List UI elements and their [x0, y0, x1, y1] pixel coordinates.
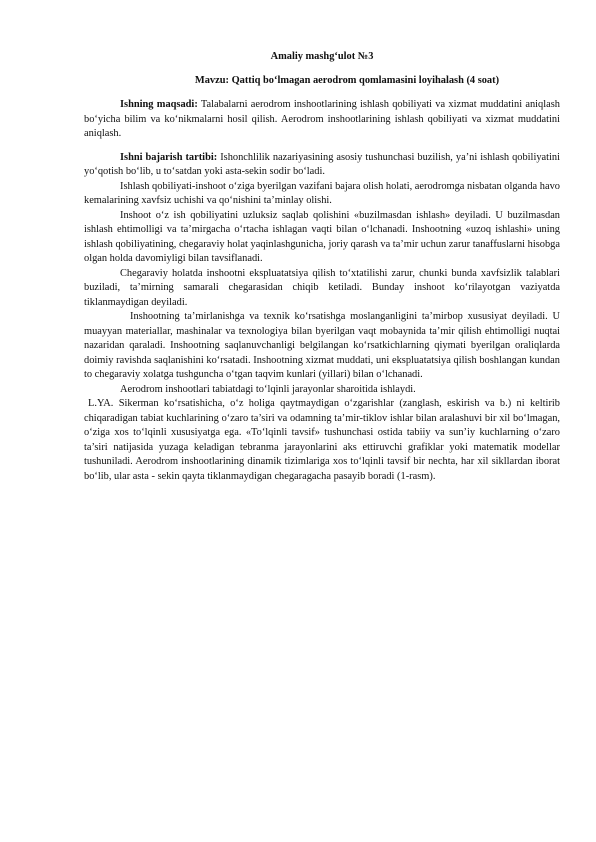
paragraph-text: Ishonchlilik nazariyasining asosiy tushunchasi buzilish, ya’ni ishlash qobiliyatini yo‘qotish bo‘lib, u to‘satdan yoki asta-sekin sodir bo‘ladi. [84, 151, 560, 177]
paragraph-text: Talabalarni aerodrom inshootlarining ishlash qobiliyati va xizmat muddatini aniqlash bo‘yicha bilim va ko‘nikmalarni hosil qilish. Aerodrom inshootlarining ishlash qobiliyati va xizmat muddatini aniqlash. [84, 99, 560, 139]
document-subtitle: Mavzu: Qattiq bo‘lmagan aerodrom qomlamasini loyihalash (4 soat) [194, 75, 500, 86]
paragraph-sikerman [84, 397, 560, 484]
paragraph-wave-conditions [84, 383, 560, 398]
paragraph-text: Inshoot o‘z ish qobiliyatini uzluksiz saqlab qolishini «buzilmasdan ishlash» deyiladi. U buzilmasdan ishlash ehtimolligi va ta’mirgacha o‘rtacha ishlagan vaqti bilan o‘lchanadi. Inshootning «uzoq ishlashi» uning ishlash qobiliyatining, chegaraviy holat yaqinlashgunicha, joriy qarash va ta’mir uchun zarur tanaffuslarni hisobga olgan holda davomiyligi bilan tavsiflanadi. [84, 209, 560, 264]
paragraph-text: Aerodrom inshootlari tabiatdagi to‘lqinli jarayonlar sharoitida ishlaydi. [120, 383, 416, 395]
paragraph-text: Ishlash qobiliyati-inshoot o‘ziga byerilgan vazifani bajara olish holati, aerodromga nisbatan olganda havo kemalarining xavfsiz uchishi va qo‘nishini ta’minlay olishi. [84, 180, 560, 206]
paragraph-operability [84, 180, 560, 209]
paragraph-lead: Ishning maqsadi: [120, 99, 198, 110]
paragraph-reliability [84, 209, 560, 267]
paragraph-procedure [84, 151, 560, 180]
paragraph-purpose [84, 98, 560, 142]
paragraph-limit-state [84, 267, 560, 311]
paragraph-text: Inshootning ta’mirlanishga va texnik ko‘rsatishga moslanganligini ta’mirbop xususiyat deyiladi. U muayyan materiallar, mashinalar va texnologiya bilan byerilgan vaqt mobaynida ta’mir qilish ehtimolligi nuqtai nazaridan qaraladi. Inshootning saqlanuvchanligi belgilangan ko‘rsatkichlarning qiymati byerilgan oraliqlarda doimiy ravishda saqlanishini ko‘rsatadi. Inshootning xizmat muddati, uni ekspluatatsiya qilish boshlangan kundan to chegaraviy xolatga tushguncha o‘tgan taqvim kunlari (yillari) bilan o‘lchanadi. [84, 311, 560, 380]
paragraph-text: L.YA. Sikerman ko‘rsatishicha, o‘z holiga qaytmaydigan o‘zgarishlar (zanglash, eskirish va b.) ni keltirib chiqaradigan tabiat kuchlarining o‘zaro ta’siri va odamning ta’mir-tiklov ishlar bilan aralashuvi bir xil bo‘lmagan, o‘ziga xos to‘lqinli xususiyatga ega. «To‘lqinli tavsif» tushunchasi ostida tabiiy va sun’iy kuchlarning o‘zaro ta’siri natijasida yuzaga keladigan tebranma jarayonlarini aks ettiruvchi grafiklar yoki matematik modellar tushuniladi. Aerodrom inshootlarining dinamik tizimlariga xos to‘lqinli tavsif bir nechta, har xil sikllardan iborat bo‘lib, ular asta - sekin qayta tiklanmaydigan chegaragacha pasayib boradi (1-rasm). [84, 398, 560, 482]
paragraph-maintainability [84, 310, 560, 383]
paragraph-text: Chegaraviy holatda inshootni ekspluatatsiya qilish to‘xtatilishi zarur, chunki bunda xavfsizlik talablari buziladi, ta’mirning samarali chegarasidan chiqib ketiladi. Bunday inshoot ko‘rilayotgan vaziyatda tiklanmaydigan deyiladi. [84, 267, 560, 308]
document-title: Amaliy mashg‘ulot №3 [270, 51, 374, 62]
paragraph-lead: Ishni bajarish tartibi: [120, 151, 218, 163]
